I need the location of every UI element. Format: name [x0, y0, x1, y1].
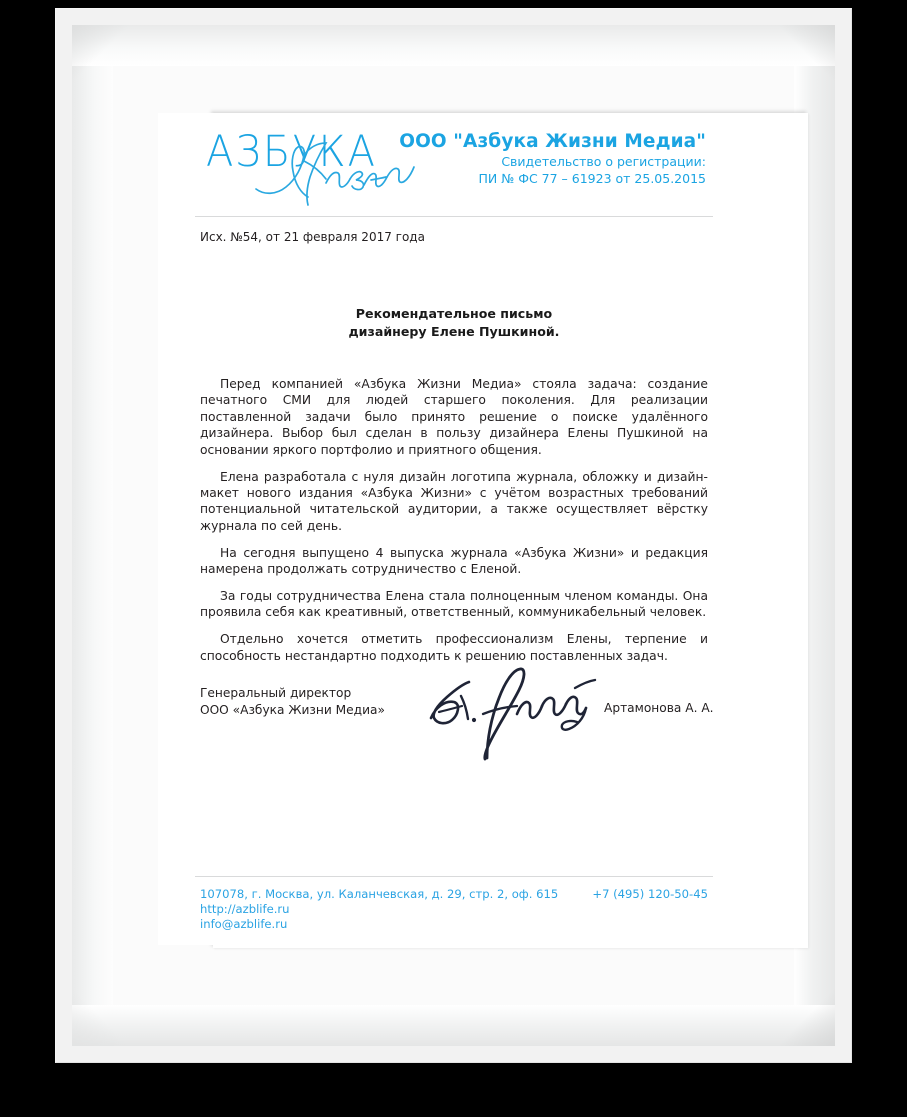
logo-wordmark: АЗБУКА — [206, 128, 377, 177]
footer-contact-phone[interactable] — [592, 887, 708, 902]
office-address: 107078, г. Москва, ул. Каланчевская, д. 29, стр. 2, оф. 615 — [200, 887, 559, 901]
letterhead — [158, 113, 750, 216]
signer-role — [200, 685, 385, 718]
letter-title — [200, 305, 708, 340]
body-paragraph: Перед компанией «Азбука Жизни Медиа» стояла задача: создание печатного СМИ для людей старшего поколения. Для реализации поставленной задачи было принято решение о поиске удалённого дизайнера. Выбор был сделан в пользу дизайнера Елены Пушкиной на основании яркого портфолио и приятного общения. — [200, 377, 708, 457]
registration-number: ПИ № ФС 77 – 61923 от 25.05.2015 — [478, 171, 706, 186]
letter-document — [158, 113, 750, 945]
signer-role-line-2: ООО «Азбука Жизни Медиа» — [200, 702, 385, 717]
company-name: ООО "Азбука Жизни Медиа" — [399, 131, 706, 152]
letter-title-line-2: дизайнеру Елене Пушкиной. — [348, 323, 560, 339]
logo-script-zhizni-icon — [246, 139, 421, 211]
body-paragraph: На сегодня выпущено 4 выпуска журнала «Азбука Жизни» и редакция намерена продолжать сотрудничество с Еленой. — [200, 545, 708, 577]
body-paragraph: Елена разработала с нуля дизайн логотипа журнала, обложку и дизайн-макет нового издания «Азбука Жизни» с учётом возрастных требований потенциальной читательской аудитории, а также осуществляет вёрстку журнала по сей день. — [200, 469, 708, 533]
company-logo — [206, 123, 421, 211]
registration-label: Свидетельство о регистрации: — [501, 154, 706, 169]
letter-footer — [200, 887, 708, 933]
phone-number[interactable]: +7 (495) 120-50-45 — [592, 887, 708, 901]
company-identity — [399, 131, 706, 187]
footer-divider — [195, 876, 713, 877]
body-paragraph: За годы сотрудничества Елена стала полноценным членом команды. Она проявила себя как креативный, ответственный, коммуникабельный человек. — [200, 588, 708, 620]
handwritten-signature-icon — [425, 666, 600, 761]
email-link[interactable]: info@azblife.ru — [200, 917, 288, 932]
footer-contact-block — [200, 887, 558, 933]
header-divider — [195, 216, 713, 217]
signature-block — [200, 673, 714, 768]
website-link[interactable]: http://azblife.ru — [200, 902, 290, 917]
reference-line: Исх. №54, от 21 февраля 2017 года — [200, 230, 425, 244]
signer-role-line-1: Генеральный директор — [200, 686, 352, 700]
letter-body — [200, 376, 708, 664]
body-paragraph: Отдельно хочется отметить профессионализм Елены, терпение и способность нестандартно подходить к решению поставленных задач. — [200, 632, 708, 663]
signer-name: Артамонова А. А. — [604, 701, 714, 715]
letter-title-line-1: Рекомендательное письмо — [355, 306, 553, 321]
